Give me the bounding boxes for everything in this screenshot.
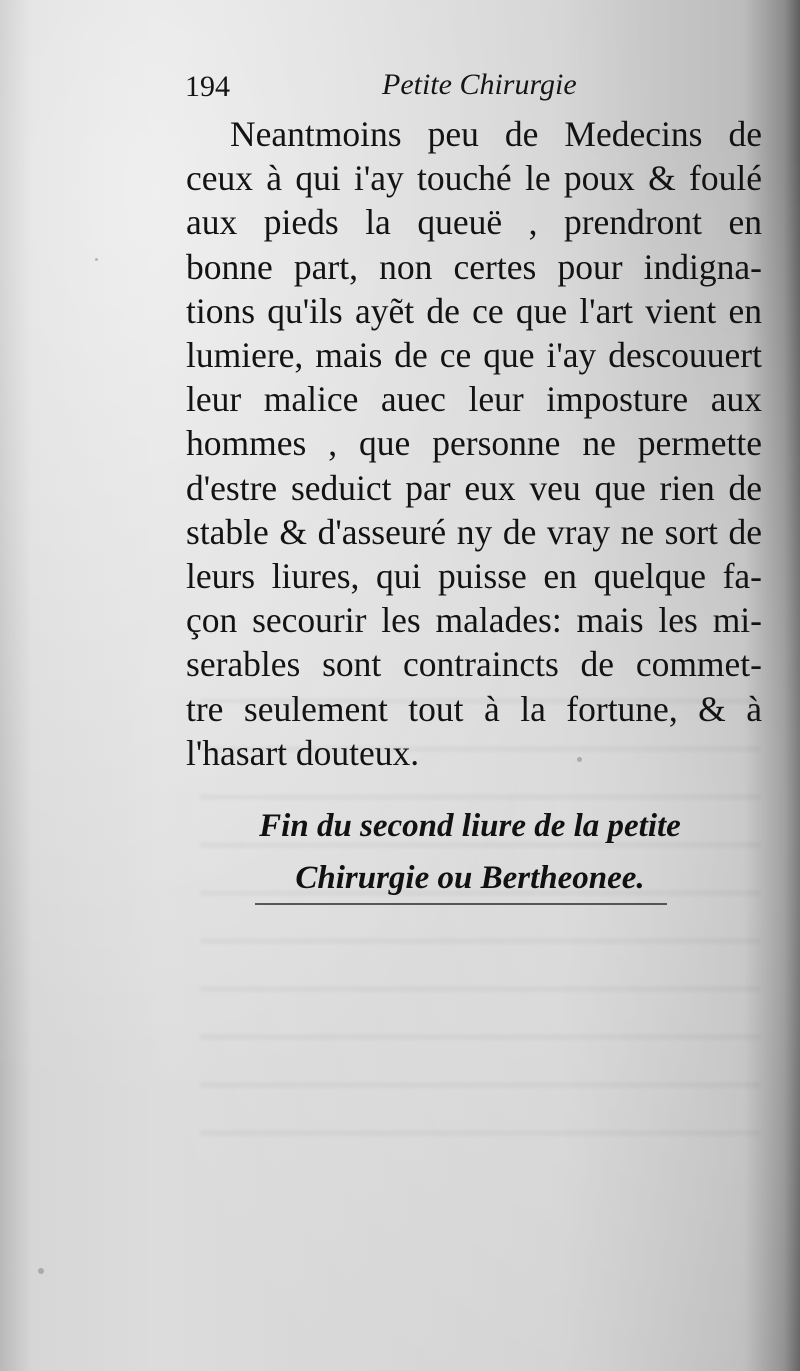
text-line: leurs liures, qui puisse en quelque fa- bbox=[186, 556, 762, 597]
text-line: tre seulement tout à la fortune, & à bbox=[186, 688, 762, 729]
page-header bbox=[0, 66, 800, 110]
paper-speck bbox=[38, 1268, 44, 1274]
text-line: d'estre seduict par eux veu que rien de bbox=[186, 467, 762, 508]
text-line: tions qu'ils ayẽt de ce que l'art vient en bbox=[186, 290, 762, 331]
colophon-line: Chirurgie ou Bertheonee. bbox=[295, 860, 645, 896]
text-line: stable & d'asseuré ny de vray ne sort de bbox=[186, 511, 762, 552]
body-paragraph bbox=[186, 112, 762, 775]
running-head: Petite Chirurgie bbox=[382, 68, 577, 101]
paper-speck bbox=[95, 258, 98, 261]
colophon-rule bbox=[255, 903, 667, 905]
page-number: 194 bbox=[185, 70, 230, 103]
colophon-line: Fin du second liure de la petite bbox=[259, 808, 681, 844]
text-line: bonne part, non certes pour indigna- bbox=[186, 246, 762, 287]
text-line: Neantmoins peu de Medecins de bbox=[230, 114, 762, 154]
text-line: hommes , que personne ne permette bbox=[186, 423, 762, 464]
text-line: ceux à qui i'ay touché le poux & foulé bbox=[186, 158, 762, 199]
text-line: leur malice auec leur imposture aux bbox=[186, 379, 762, 420]
text-line: aux pieds la queuë , prendront en bbox=[186, 202, 762, 243]
colophon bbox=[220, 800, 720, 904]
text-line: serables sont contraincts de commet- bbox=[186, 644, 762, 685]
text-line: l'hasart douteux. bbox=[186, 732, 420, 773]
text-line: lumiere, mais de ce que i'ay descouuert bbox=[186, 335, 762, 376]
text-line: çon secourir les malades: mais les mi- bbox=[186, 600, 762, 641]
